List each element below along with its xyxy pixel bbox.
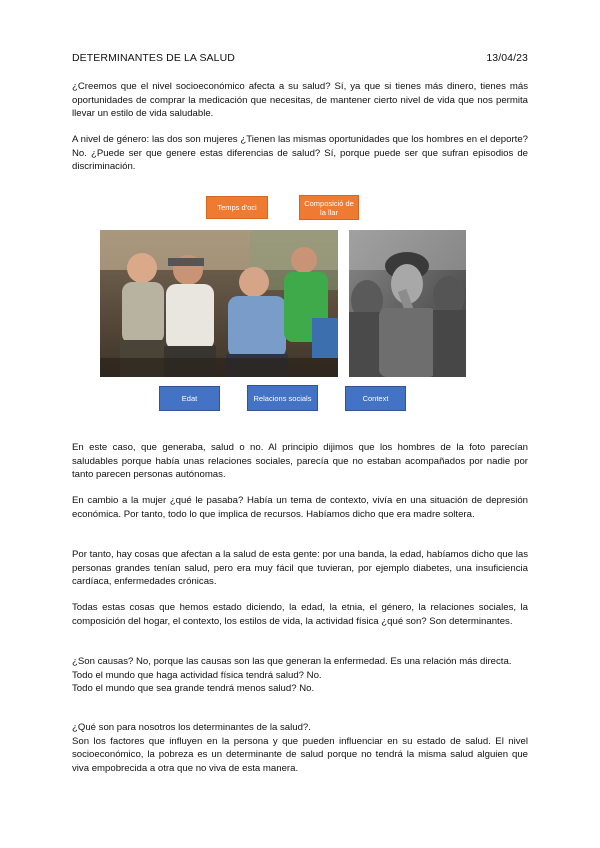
- definition-answer: Son los factores que influyen en la persona y que pueden influenciar en su estado de salud. El nivel socioeconómico, la pobreza es un determinante de salud porque no tendrá la misma salud alguien que viva empobrecida a otra que no viva de esta manera.: [72, 735, 528, 774]
- paragraph-socioeconomic: ¿Creemos que el nivel socioeconómico afecta a su salud? Sí, ya que si tienes más dinero, tienes más oportunidades de comprar la medicación que necesitas, de mantener cierto nivel de vida que nos permita llevar un estilo de vida saludable.: [72, 81, 528, 120]
- causes-line-1: ¿Son causas? No, porque las causas son las que generan la enfermedad. Es una relación más directa.: [72, 656, 512, 667]
- elderly-men-illustration: [100, 230, 338, 377]
- page-header: [72, 52, 528, 66]
- paragraph-determinants: Todas estas cosas que hemos estado diciendo, la edad, la etnia, el género, la relaciones sociales, la composición del hogar, el contexto, los estilos de vida, la actividad física ¿qué son? Son determinantes.: [72, 602, 528, 627]
- document-date: 13/04/23: [486, 52, 528, 64]
- box-temps-oci: Temps d'oci: [206, 196, 268, 219]
- box-relacions-socials: Relacions socials: [247, 385, 318, 411]
- box-composicio-llar: Composició de la llar: [299, 195, 359, 220]
- paragraph-factors: Por tanto, hay cosas que afectan a la salud de esta gente: por una banda, la edad, habíamos dicho que las personas grandes tenían salud, pero era muy fácil que tuvieran, por ejemplo diabetes, una insuficiencia cardíaca, enfermedades crónicas.: [72, 549, 528, 588]
- box-context: Context: [345, 386, 406, 411]
- paragraph-gender: A nivel de género: las dos son mujeres ¿Tienen las mismas oportunidades que los hombres en el deporte? No. ¿Puede ser que genere estas diferencias de salud? Sí, porque puede ser que sufran episodios de discriminación.: [72, 134, 528, 173]
- document-title: DETERMINANTES DE LA SALUD: [72, 52, 235, 64]
- paragraph-causes: [72, 655, 528, 696]
- definition-question: ¿Qué son para nosotros los determinantes de la salud?.: [72, 722, 311, 733]
- mother-illustration: [349, 230, 466, 377]
- box-edat: Edat: [159, 386, 220, 411]
- paragraph-men-photo: En este caso, que generaba, salud o no. Al principio dijimos que los hombres de la foto parecían saludables porque había unas relaciones sociales, parecía que no estaban acompañados por nadie por tanto parecen personas autónomas.: [72, 442, 528, 481]
- paragraph-definition: [72, 721, 528, 775]
- causes-line-3: Todo el mundo que sea grande tendrá menos salud? No.: [72, 683, 315, 695]
- causes-line-2: Todo el mundo que haga actividad física tendrá salud? No.: [72, 669, 322, 681]
- paragraph-woman-photo: En cambio a la mujer ¿qué le pasaba? Había un tema de contexto, vivía en una situación de depresión económica. Por tanto, todo lo que implica de recursos. Habíamos dicho que era madre soltera.: [72, 495, 528, 520]
- photo-elderly-men: [100, 230, 338, 377]
- photo-mother-children: [349, 230, 466, 377]
